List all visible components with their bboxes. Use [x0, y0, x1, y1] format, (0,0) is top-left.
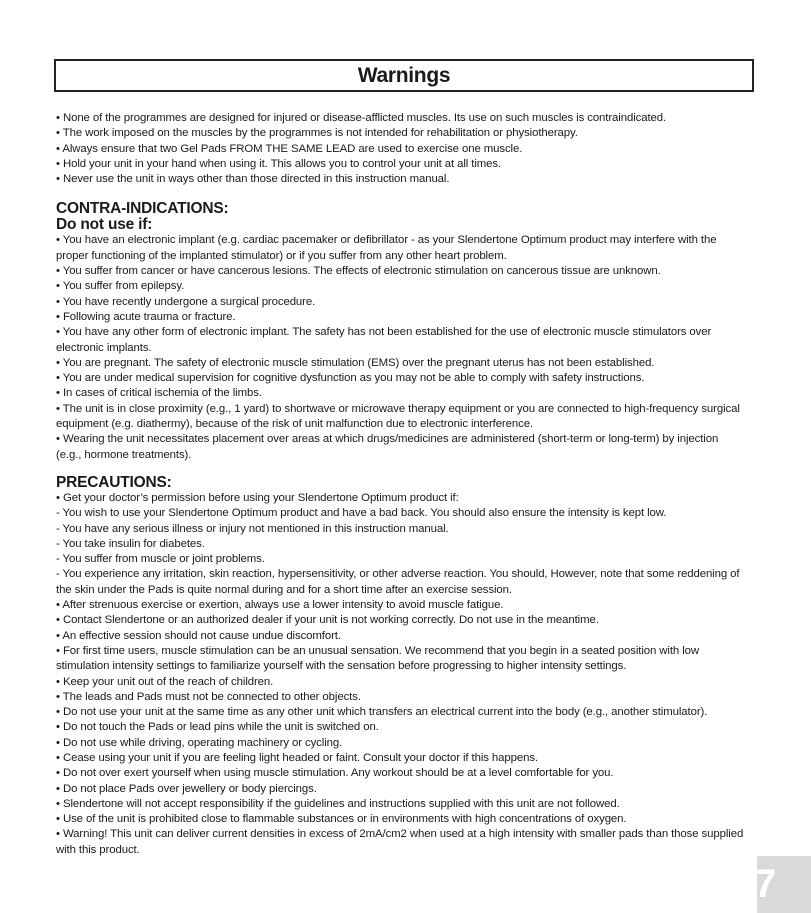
precaution-item: • Keep your unit out of the reach of children. [56, 675, 274, 688]
page-title: Warnings [357, 63, 451, 87]
page-number: 7 [754, 862, 777, 906]
precaution-item: • Do not use while driving, operating machinery or cycling. [56, 736, 343, 749]
precaution-item: • Cease using your unit if you are feeling light headed or faint. Consult your doctor if this happens. [56, 751, 538, 764]
precaution-item: • After strenuous exercise or exertion, always use a lower intensity to avoid muscle fatigue. [56, 599, 504, 612]
precaution-item: • Do not place Pads over jewellery or body piercings. [56, 782, 317, 795]
precaution-item: • Use of the unit is prohibited close to flammable substances or in environments with high concentrations of oxygen. [56, 813, 627, 826]
precaution-item: • Warning! This unit can deliver current densities in excess of 2mA/cm2 when used at a high intensity with smaller pads than those supplied with this product. [56, 828, 744, 856]
contra-item: • You have an electronic implant (e.g. cardiac pacemaker or defibrillator - as your Slendertone Optimum product may interfere with the proper functioning of the implanted stimulator) or if you suffer from any other heart problem. [56, 234, 717, 262]
warnings-list [56, 111, 746, 187]
precaution-item: - You wish to use your Slendertone Optimum product and have a bad back. You should also ensure the intensity is kept low. [56, 507, 667, 520]
contra-item: • You suffer from epilepsy. [56, 280, 185, 293]
contra-item: • You suffer from cancer or have cancerous lesions. The effects of electronic stimulation on cancerous tissue are unknown. [56, 265, 661, 278]
precaution-item: - You have any serious illness or injury not mentioned in this instruction manual. [56, 522, 449, 535]
precaution-item: - You experience any irritation, skin reaction, hypersensitivity, or other adverse reaction. You should, However, note that some reddening of the skin under the Pads is quite normal during and for a short time after an exercise session. [56, 568, 740, 596]
contra-item: • You are under medical supervision for cognitive dysfunction as you may not be able to comply with safety instructions. [56, 372, 645, 385]
contra-item: • You have any other form of electronic implant. The safety has not been established for the use of electronic muscle stimulators over electronic implants. [56, 326, 712, 354]
warning-item: • None of the programmes are designed for injured or disease-afflicted muscles. Its use on such muscles is contraindicated. [56, 112, 667, 124]
contra-item: • The unit is in close proximity (e.g., 1 yard) to shortwave or microwave therapy equipment or you are connected to high-frequency surgical equipment (e.g. diathermy), because of the risk of unit malfunction due to electronic interference. [56, 402, 740, 431]
precaution-item: • Slendertone will not accept responsibility if the guidelines and instructions supplied with this unit are not followed. [56, 797, 620, 810]
precaution-item: • An effective session should not cause undue discomfort. [56, 629, 341, 642]
precaution-item: • The leads and Pads must not be connected to other objects. [56, 690, 361, 703]
title-box [54, 59, 754, 92]
warning-item: • The work imposed on the muscles by the programmes is not intended for rehabilitation or physiotherapy. [56, 127, 578, 140]
precaution-item: • Do not touch the Pads or lead pins while the unit is switched on. [56, 721, 379, 734]
precaution-item: - You take insulin for diabetes. [56, 537, 205, 550]
page-number-tab [754, 856, 811, 913]
do-not-use-subheading: Do not use if: [56, 216, 153, 234]
contra-item: • You have recently undergone a surgical procedure. [56, 295, 316, 308]
precaution-item: • Get your doctor’s permission before using your Slendertone Optimum product if: [56, 491, 459, 504]
warning-item: • Never use the unit in ways other than those directed in this instruction manual. [56, 173, 450, 186]
contra-item: • Following acute trauma or fracture. [56, 310, 236, 323]
contra-item: • In cases of critical ischemia of the limbs. [56, 387, 262, 400]
contra-item: • You are pregnant. The safety of electronic muscle stimulation (EMS) over the pregnant uterus has not been established. [56, 356, 655, 369]
contra-indications-heading: CONTRA-INDICATIONS: [56, 200, 229, 218]
contra-item: • Wearing the unit necessitates placement over areas at which drugs/medicines are administered (short-term or long-term) by injection (e.g., hormone treatments). [56, 433, 719, 461]
precaution-item: • Do not use your unit at the same time as any other unit which transfers an electrical current into the body (e.g., another stimulator). [56, 706, 708, 719]
precaution-item: • For first time users, muscle stimulation can be an unusual sensation. We recommend that you begin in a seated position with low stimulation intensity settings to familiarize yourself with the sensation before progressing to higher intensity settings. [56, 644, 700, 673]
precaution-item: • Contact Slendertone or an authorized dealer if your unit is not working correctly. Do not use in the meantime. [56, 614, 599, 627]
precaution-item: • Do not over exert yourself when using muscle stimulation. Any workout should be at a level comfortable for you. [56, 767, 614, 780]
warning-item: • Hold your unit in your hand when using it. This allows you to control your unit at all times. [56, 157, 502, 170]
warning-item: • Always ensure that two Gel Pads FROM THE SAME LEAD are used to exercise one muscle. [56, 142, 523, 155]
content-body [56, 111, 746, 858]
contra-indications-section [56, 201, 746, 462]
precautions-heading: PRECAUTIONS: [56, 473, 172, 491]
precautions-section [56, 475, 746, 858]
precaution-item: - You suffer from muscle or joint problems. [56, 553, 265, 566]
